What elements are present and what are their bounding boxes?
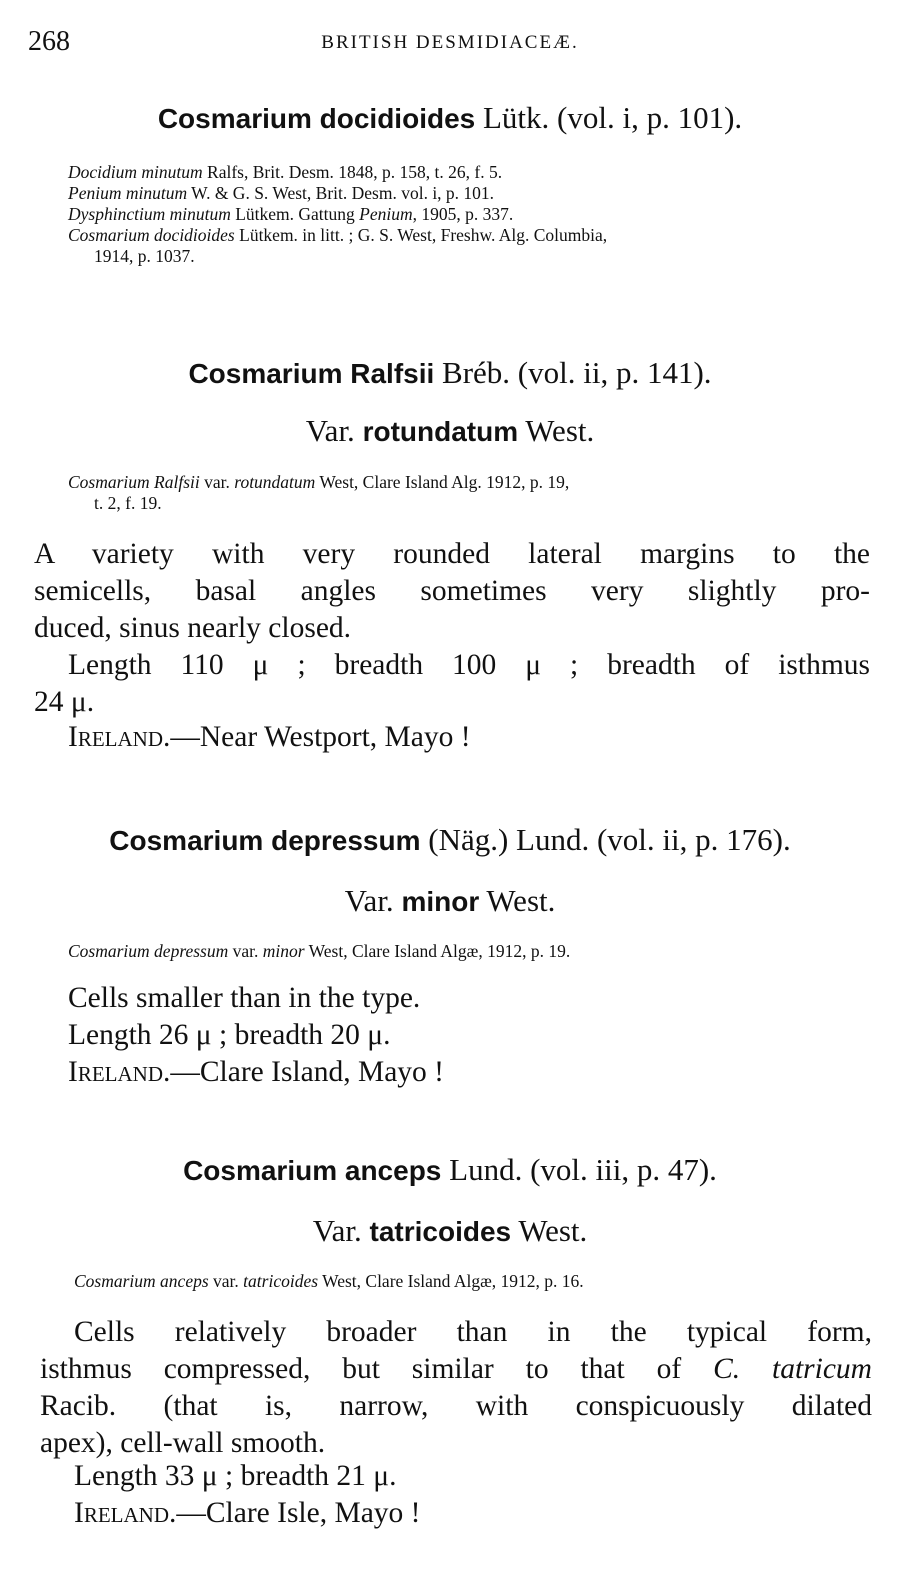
species-heading	[0, 100, 900, 136]
synonym-line: Cosmarium anceps var. tatricoides West, Clare Island Algæ, 1912, p. 16.	[74, 1271, 584, 1291]
synonym-line: 1914, p. 1037.	[94, 246, 195, 266]
variety-heading: Var. minor West.	[344, 883, 556, 918]
synonymy-block	[68, 941, 570, 962]
description-line: Cells smaller than in the type.	[68, 982, 421, 1014]
locality-line: Ireland.—Near Westport, Mayo !	[68, 721, 471, 753]
species-name: Cosmarium docidioides	[157, 103, 476, 134]
synonym-line: Cosmarium docidioides Lütkem. in litt. ; G. S. West, Freshw. Alg. Columbia,	[68, 225, 608, 245]
species-authority: Lütk. (vol. i, p. 101).	[475, 100, 743, 135]
running-head	[28, 22, 872, 62]
synonymy-block	[74, 1271, 584, 1292]
synonymy-block	[68, 472, 569, 514]
synonym-line: t. 2, f. 19.	[94, 493, 162, 513]
running-title: BRITISH DESMIDIACEÆ.	[321, 32, 579, 53]
species-heading: Cosmarium anceps Lund. (vol. iii, p. 47).	[183, 1152, 717, 1187]
synonym-line: Penium minutum W. & G. S. West, Brit. Desm. vol. i, p. 101.	[68, 183, 495, 203]
page-number: 268	[28, 26, 70, 57]
locality-line: Ireland.—Clare Island, Mayo !	[68, 1056, 444, 1088]
measurements-line: Length 33 μ ; breadth 21 μ.	[74, 1460, 397, 1492]
synonym-line: Cosmarium depressum var. minor West, Clare Island Algæ, 1912, p. 19.	[68, 941, 571, 961]
description-paragraph: Cells relatively broader than in the typical form, isthmus compressed, but similar to that of C. tatricum Racib. (that is, narrow, with conspicuously dilated apex), cell-wall smooth.	[40, 1316, 872, 1459]
synonym-line: Dysphinctium minutum Lütkem. Gattung Penium, 1905, p. 337.	[68, 204, 514, 224]
measurements-line: Length 26 μ ; breadth 20 μ.	[68, 1019, 391, 1051]
synonymy-block	[68, 162, 607, 267]
species-heading: Cosmarium Ralfsii Bréb. (vol. ii, p. 141).	[188, 355, 712, 390]
species-heading: Cosmarium depressum (Näg.) Lund. (vol. ii, p. 176).	[109, 822, 791, 857]
measurements: Length 110 μ ; breadth 100 μ ; breadth of isthmus 24 μ.	[34, 649, 870, 718]
locality-line: Ireland.—Clare Isle, Mayo !	[74, 1497, 421, 1529]
variety-heading: Var. rotundatum West.	[305, 413, 595, 448]
synonym-line: Docidium minutum Ralfs, Brit. Desm. 1848, p. 158, t. 26, f. 5.	[68, 162, 503, 182]
synonym-line: Cosmarium Ralfsii var. rotundatum West, Clare Island Alg. 1912, p. 19,	[68, 472, 570, 492]
description-paragraph: A variety with very rounded lateral margins to the semicells, basal angles sometimes very slightly pro- duced, sinus nearly closed.	[34, 538, 870, 644]
variety-heading: Var. tatricoides West.	[312, 1213, 588, 1248]
